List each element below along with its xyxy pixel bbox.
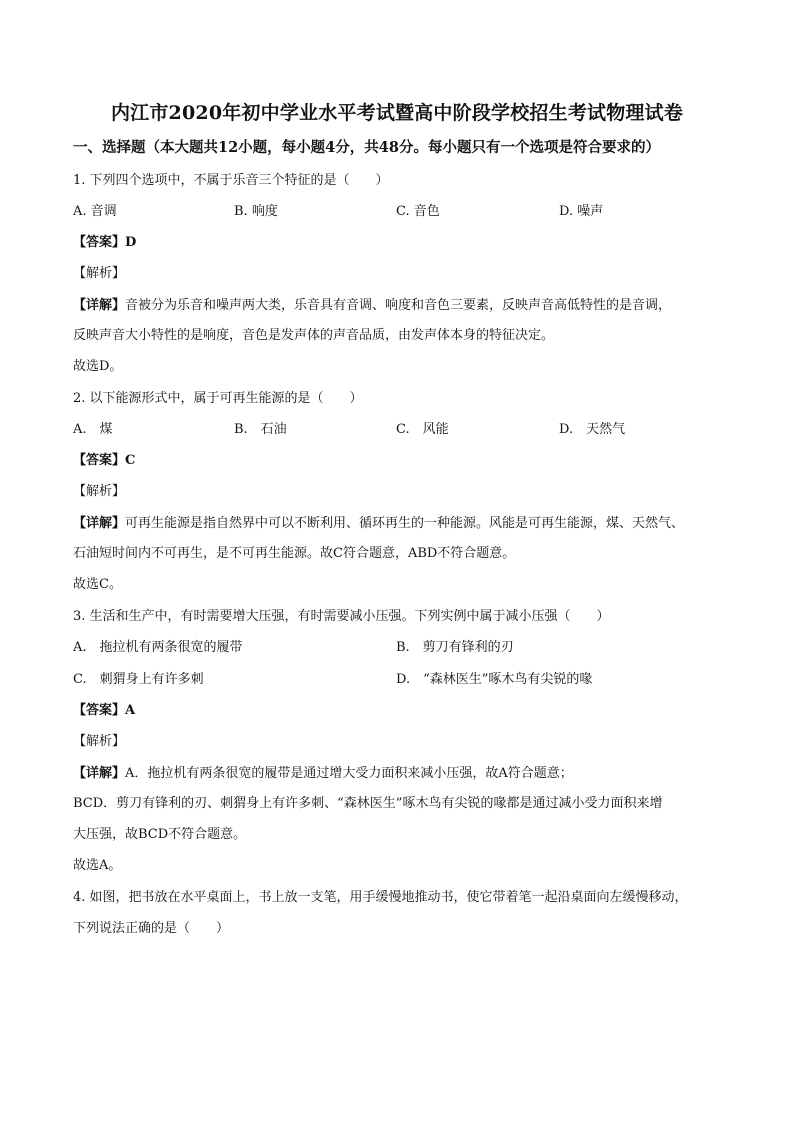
q2-option-b: B. 石油 — [234, 422, 287, 437]
q2-answer-value: C — [125, 453, 136, 468]
q1-conclusion: 故选D。 — [73, 359, 123, 374]
q3-answer-value: A — [125, 703, 136, 718]
q2-detail-line-1 — [73, 515, 733, 533]
question-4-stem-line-2: 下列说法正确的是（ ） — [73, 921, 230, 936]
q3-detail-line-3: 大压强，故BCD不符合题意。 — [73, 827, 247, 842]
q1-option-a: A. 音调 — [73, 204, 117, 219]
q1-answer — [73, 234, 733, 252]
q2-option-c: C. 风能 — [396, 422, 449, 437]
exam-title: 内江市2020年初中学业水平考试暨高中阶段学校招生考试物理试卷 — [110, 102, 684, 124]
q3-detail-text-1: A．拖拉机有两条很宽的履带是通过增大受力面积来减小压强，故A符合题意； — [125, 766, 573, 781]
q2-option-a: A. 煤 — [73, 422, 113, 437]
q2-option-d: D. 天然气 — [559, 422, 626, 437]
q3-option-b: B. 剪刀有锋利的刃 — [396, 640, 514, 655]
q3-answer — [73, 702, 733, 720]
detail-label: 【详解】 — [73, 766, 126, 781]
question-4-stem-line-1: 4. 如图，把书放在水平桌面上，书上放一支笔，用手缓慢地推动书，使它带着笔一起沿桌面向左缓慢移动， — [73, 890, 688, 905]
q2-analysis-label: 【解析】 — [73, 484, 126, 499]
section-heading: 一、选择题（本大题共12小题，每小题4分，共48分。每小题只有一个选项是符合要求的） — [73, 139, 660, 156]
q3-option-c: C. 刺猬身上有许多刺 — [73, 672, 204, 687]
q1-option-c: C. 音色 — [396, 204, 440, 219]
detail-label: 【详解】 — [73, 298, 126, 313]
answer-label: 【答案】 — [73, 453, 126, 468]
q3-option-d: D. “森林医生”啄木鸟有尖锐的喙 — [396, 672, 593, 687]
q2-answer — [73, 452, 733, 470]
question-3-stem: 3. 生活和生产中，有时需要增大压强，有时需要减小压强。下列实例中属于减小压强（ ） — [73, 609, 610, 624]
answer-label: 【答案】 — [73, 703, 126, 718]
q2-conclusion: 故选C。 — [73, 577, 122, 592]
q3-analysis-label: 【解析】 — [73, 734, 126, 749]
q1-option-b: B. 响度 — [234, 204, 278, 219]
q1-option-d: D. 噪声 — [559, 204, 604, 219]
q1-detail-line-2: 反映声音大小特性的是响度，音色是发声体的声音品质，由发声体本身的特征决定。 — [73, 328, 555, 343]
q3-detail-line-1 — [73, 765, 733, 783]
q3-detail-line-2: BCD．剪刀有锋利的刃、刺猬身上有许多刺、“森林医生”啄木鸟有尖锐的喙都是通过减小受力面积来增 — [73, 796, 663, 811]
detail-label: 【详解】 — [73, 516, 126, 531]
q1-detail-line-1 — [73, 297, 733, 315]
q1-detail-text-1: 音被分为乐音和噪声两大类，乐音具有音调、响度和音色三要素，反映声音高低特性的是音调， — [125, 298, 672, 313]
answer-label: 【答案】 — [73, 235, 126, 250]
q3-option-a: A. 拖拉机有两条很宽的履带 — [73, 640, 243, 655]
q1-answer-value: D — [125, 235, 137, 250]
question-2-stem: 2. 以下能源形式中，属于可再生能源的是（ ） — [73, 391, 363, 406]
q2-detail-line-2: 石油短时间内不可再生，是不可再生能源。故C符合题意，ABD不符合题意。 — [73, 546, 516, 561]
question-1-stem: 1. 下列四个选项中，不属于乐音三个特征的是（ ） — [73, 173, 389, 188]
q3-conclusion: 故选A。 — [73, 858, 122, 873]
q2-detail-text-1: 可再生能源是指自然界中可以不断利用、循环再生的一种能源。风能是可再生能源，煤、天然气、 — [125, 516, 685, 531]
q1-analysis-label: 【解析】 — [73, 266, 126, 281]
